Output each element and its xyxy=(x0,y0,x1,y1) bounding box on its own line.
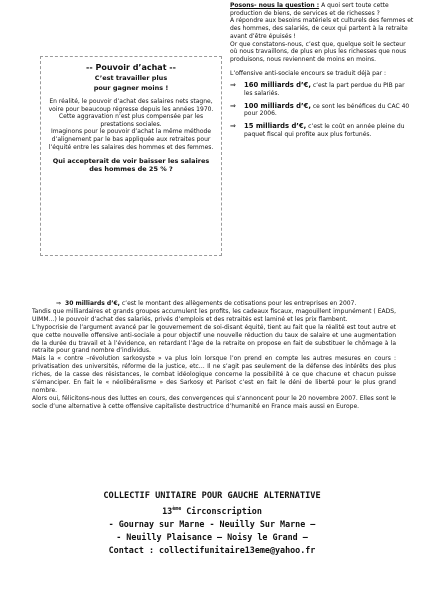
constituency-suffix: ème xyxy=(172,506,182,512)
box-question: Qui accepterait de voir baisser les salaires des hommes de 25 % ? xyxy=(52,157,210,174)
box-title: -- Pouvoir d’achat -- xyxy=(86,63,176,72)
constituency-word: Circonscription xyxy=(181,505,262,516)
item-text: c’est le coût en année pleine du paquet fiscal qui profite aux plus fortunés. xyxy=(244,123,405,138)
arrow-icon: ⇒ xyxy=(230,122,236,131)
profits-paragraph: Tandis que milliardaires et grands groupes accumulent les profits, les cadeaux fiscaux, magouillent impunément ( EADS, UIMM…) le pouvoir d’achat des salariés, privés d’emplois et des retraités est laminé et les prix flambent. xyxy=(32,307,396,323)
contact-line: Contact : collectifunitaire13eme@yahoo.fr xyxy=(108,544,316,555)
box-subtitle-2: pour gagner moins ! xyxy=(93,84,169,92)
list-item xyxy=(230,103,414,118)
hypocrisy-paragraph: L’hypocrisie de l’argument avancé par le gouvernement de soi-disant équité, tient au fait que la réalité est tout autre et que cette nouvelle offensive anti-sociale a pour objectif une nouvelle réduction du taux de salaire et une augmentation de la durée du travail et à l’évidence, en retardant l’âge de la retraite on propose en fait de substituer le chômage à la retraite pour grand nombre d’individus. xyxy=(32,323,396,355)
item-text: c’est la part perdue du PIB par les salariés. xyxy=(244,82,405,98)
collective-name: COLLECTIF UNITAIRE POUR GAUCHE ALTERNATIVE xyxy=(103,491,321,501)
question-label: Posons- nous la question : xyxy=(230,2,320,9)
main-text xyxy=(32,300,396,411)
box-subtitle-1: C’est travailler plus xyxy=(94,74,168,82)
arrow-icon: ⇒ xyxy=(230,81,236,90)
answer-paragraph: A répondre aux besoins matériels et culturels des femmes et des hommes, des salariés, de ceux qui partent à la retraite avant d’être épuisés ! xyxy=(230,17,414,40)
counter-revolution-paragraph: Mais la « contre –révolution sarkosyste » va plus loin lorsque l’on prend en compte les autres mesures en cours : privatisation des universités, réforme de la justice, etc… Il ne s’agit pas seulement de la défense des intérêts des plus riches, de la casse des résistances, le combat idéologique concerne la possibilité à ce que chacune et chacun puisse s’émanciper. En fait le « néolibéralisme » des Sarkosy et Parisot c’est en fait le déni de liberté pour le plus grand nombre. xyxy=(32,355,396,394)
contributions-text: c’est le montant des allègements de cotisations pour les entreprises en 2007. xyxy=(119,300,357,307)
right-column xyxy=(230,2,414,139)
contributions-amount: 30 milliards d’€, xyxy=(65,300,120,307)
list-item xyxy=(230,123,414,138)
question-paragraph xyxy=(230,2,414,17)
constituency xyxy=(0,503,424,518)
constituency-number: 13 xyxy=(162,505,173,516)
arrow-icon: ⇒ xyxy=(56,300,62,307)
box-paragraph-1: En réalité, le pouvoir d’achat des salaires nets stagne, voire pour beaucoup régresse depuis les années 1970. xyxy=(48,98,214,113)
towns-line-1: - Gournay sur Marne - Neuilly Sur Marne – xyxy=(108,518,316,529)
offensive-intro: L’offensive anti-sociale encours se traduit déjà par : xyxy=(230,69,387,77)
observation-paragraph: Or que constatons-nous, c’est que, quelque soit le secteur où nous travaillons, de plus en plus les richesses que nous produisons, nous reviennent de moins en moins. xyxy=(230,40,407,63)
box-paragraph-2: Cette aggravation n’est plus compensée par les prestations sociales. xyxy=(58,113,204,128)
contributions-paragraph xyxy=(32,300,396,308)
towns-line-2: - Neuilly Plaisance – Noisy le Grand – xyxy=(116,531,308,542)
item-amount: 160 milliards d’€, xyxy=(244,81,311,90)
list-item xyxy=(230,82,414,97)
footer xyxy=(0,490,424,557)
item-text: ce sont les bénéfices du CAC 40 pour 2006. xyxy=(244,102,410,118)
item-amount: 15 milliards d’€, xyxy=(244,122,307,131)
conclusion-paragraph: Alors oui, félicitons-nous des luttes en cours, des convergences qui s’annoncent pour le 20 novembre 2007. Elles sont le socle d’une alternative à cette offensive capitaliste destructrice d’humanité en France mais aussi en Europe. xyxy=(32,394,396,410)
box-paragraph-3: Imaginons pour le pouvoir d’achat la même méthode d’alignement par le bas appliquée aux retraites pour l’équité entre les salaires des hommes et des femmes. xyxy=(48,128,214,151)
arrow-icon: ⇒ xyxy=(230,101,236,110)
purchasing-power-box xyxy=(40,56,222,256)
item-amount: 100 milliards d’€, xyxy=(244,101,311,110)
question-text: A quoi sert toute cette production de biens, de services et de richesses ? xyxy=(230,2,389,17)
